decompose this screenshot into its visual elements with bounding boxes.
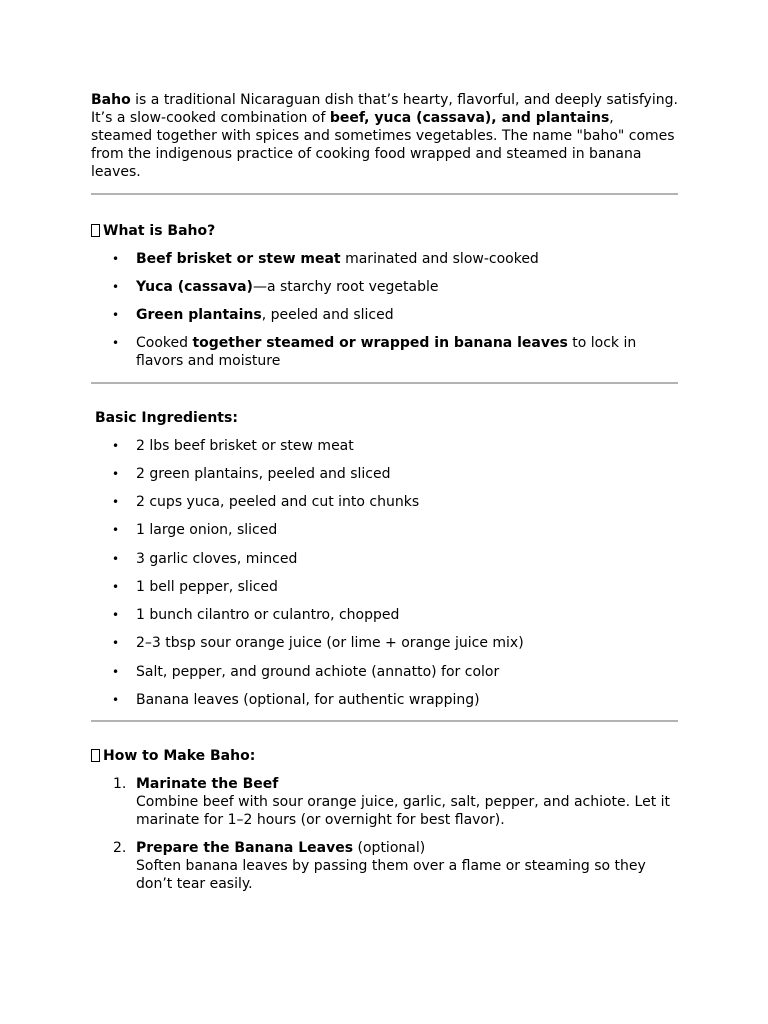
intro-text-1: is a traditional Nicaraguan dish that’s hearty, flavorful, and deeply satisfying. It’s a slow-cooked combination of — [91, 92, 678, 126]
list-item: • 3 garlic cloves, minced — [91, 550, 678, 568]
step-item — [91, 775, 678, 829]
divider — [91, 193, 678, 195]
list-item: • 2 lbs beef brisket or stew meat — [91, 437, 678, 455]
list-item: • 2 cups yuca, peeled and cut into chunks — [91, 493, 678, 511]
how-to-heading — [91, 747, 678, 765]
item-text: marinated and slow-cooked — [340, 251, 539, 267]
list-item: • 2–3 tbsp sour orange juice (or lime + orange juice mix) — [91, 634, 678, 652]
dish-name: Baho — [91, 92, 131, 108]
item-text: to lock in flavors and moisture — [136, 335, 637, 369]
intro-bold-ingredients: beef, yuca (cassava), and plantains — [329, 110, 610, 126]
list-item — [91, 250, 678, 268]
steps-list — [91, 775, 678, 893]
step-item — [91, 839, 678, 893]
what-is-list — [91, 250, 678, 370]
intro-text-2: , steamed together with spices and sometimes vegetables. The name "baho" comes from the indigenous practice of cooking food wrapped and steamed in banana leaves. — [91, 110, 675, 180]
item-text-pre: Cooked — [136, 335, 193, 351]
step-number: 1. — [113, 776, 127, 792]
missing-glyph-icon — [91, 224, 100, 237]
step-description: Soften banana leaves by passing them over a flame or steaming so they don’t tear easily. — [136, 858, 646, 892]
item-bold: Yuca (cassava) — [136, 279, 253, 295]
list-item — [91, 334, 678, 370]
what-is-heading-text: What is Baho? — [103, 223, 216, 239]
list-item: • Salt, pepper, and ground achiote (annatto) for color — [91, 663, 678, 681]
divider — [91, 382, 678, 384]
step-note: (optional) — [353, 840, 426, 856]
list-item — [91, 306, 678, 324]
step-number: 2. — [113, 840, 127, 856]
ingredients-heading: Basic Ingredients: — [95, 410, 238, 426]
step-description: Combine beef with sour orange juice, garlic, salt, pepper, and achiote. Let it marinate for 1–2 hours (or overnight for best flavor). — [136, 794, 671, 828]
step-title: Prepare the Banana Leaves — [136, 840, 354, 856]
item-bold: Beef brisket or stew meat — [136, 251, 341, 267]
item-text: —a starchy root vegetable — [252, 279, 439, 295]
item-text: , peeled and sliced — [261, 307, 394, 323]
item-bold: together steamed or wrapped in banana leaves — [192, 335, 568, 351]
list-item: • 2 green plantains, peeled and sliced — [91, 465, 678, 483]
list-item — [91, 278, 678, 296]
intro-paragraph — [91, 91, 678, 181]
list-item: • 1 large onion, sliced — [91, 521, 678, 539]
divider — [91, 720, 678, 722]
list-item: • 1 bunch cilantro or culantro, chopped — [91, 606, 678, 624]
ingredients-list — [91, 437, 678, 709]
document-page — [91, 91, 678, 893]
list-item: • Banana leaves (optional, for authentic wrapping) — [91, 691, 678, 709]
list-item: • 1 bell pepper, sliced — [91, 578, 678, 596]
item-bold: Green plantains — [136, 307, 262, 323]
how-to-heading-text: How to Make Baho: — [103, 748, 256, 764]
what-is-heading — [91, 222, 678, 240]
missing-glyph-icon — [91, 749, 100, 762]
step-title: Marinate the Beef — [136, 776, 279, 792]
